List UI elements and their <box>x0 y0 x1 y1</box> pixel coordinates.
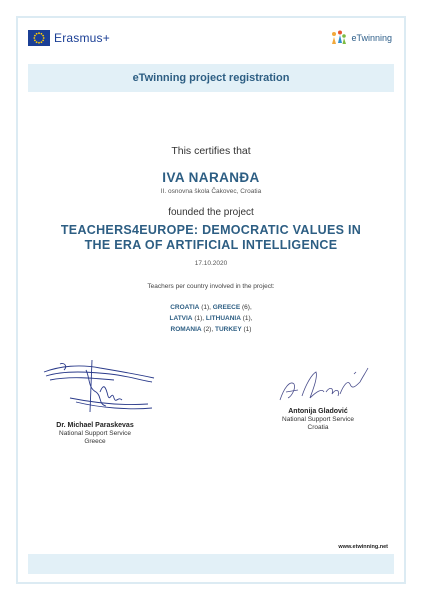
erasmus-logo <box>28 30 110 46</box>
recipient-school: II. osnovna škola Čakovec, Croatia <box>160 188 262 195</box>
etwinning-logo <box>330 30 392 46</box>
project-date: 17.10.2020 <box>194 260 228 267</box>
country-count: (1), <box>194 315 205 322</box>
country-name: GREECE <box>212 304 241 311</box>
signatory-left-name: Dr. Michael Paraskevas <box>56 422 134 429</box>
country-count: (6), <box>242 304 252 311</box>
country-line-1 <box>18 302 404 313</box>
country-name: LATVIA <box>169 315 193 322</box>
header-band <box>28 64 394 92</box>
country-count: (1) <box>243 326 252 333</box>
country-name: CROATIA <box>170 304 200 311</box>
country-count: (2), <box>203 326 214 333</box>
signatory-left <box>36 422 154 446</box>
certifies-text: This certifies that <box>171 145 251 157</box>
recipient-name: IVA NARANĐA <box>162 170 260 185</box>
page-title: eTwinning project registration <box>132 72 290 84</box>
certificate-frame <box>16 16 406 584</box>
country-name: LITHUANIA <box>205 315 241 322</box>
country-count: (1), <box>242 315 253 322</box>
signatory-left-country: Greece <box>84 438 106 445</box>
footer-band <box>28 554 394 574</box>
project-title-line-1: TEACHERS4EUROPE: DEMOCRATIC VALUES IN <box>60 223 362 237</box>
country-name: ROMANIA <box>170 326 202 333</box>
founded-text: founded the project <box>168 207 254 218</box>
country-count: (1), <box>201 304 211 311</box>
etwinning-label: eTwinning <box>351 33 392 43</box>
signatory-right-country: Croatia <box>307 424 329 431</box>
eu-flag-icon <box>28 30 50 46</box>
country-list <box>18 302 404 335</box>
project-title-line-2: THE ERA OF ARTIFICIAL INTELLIGENCE <box>84 238 338 252</box>
signatory-right-name: Antonija Gladović <box>288 408 348 415</box>
country-name: TURKEY <box>214 326 242 333</box>
signatory-right-org: National Support Service <box>282 416 354 423</box>
signature-left-image <box>40 352 160 418</box>
erasmus-label: Erasmus+ <box>54 31 110 45</box>
project-title <box>18 223 404 253</box>
website-link[interactable]: www.etwinning.net <box>338 544 388 550</box>
etwinning-figures-icon <box>330 30 348 46</box>
signatory-left-org: National Support Service <box>59 430 131 437</box>
signatory-right <box>250 408 386 432</box>
teachers-label: Teachers per country involved in the project: <box>147 283 275 290</box>
country-line-3 <box>18 324 404 335</box>
country-line-2 <box>18 313 404 324</box>
signature-right-image <box>276 358 376 408</box>
